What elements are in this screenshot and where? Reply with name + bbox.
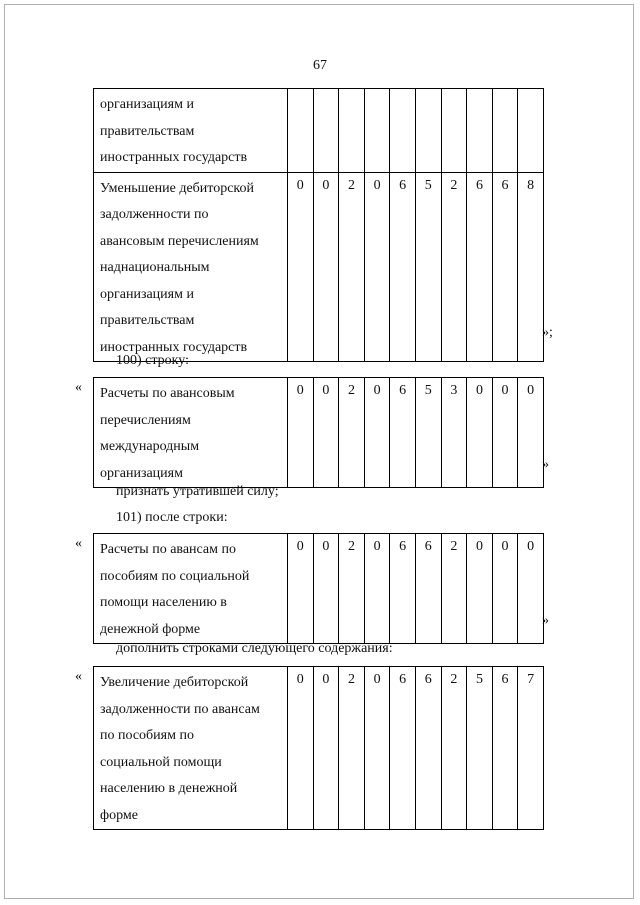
code-table: [93, 666, 544, 830]
code-digit: 6: [467, 172, 493, 362]
row-label: [94, 89, 288, 173]
label-line: организациям и: [100, 97, 194, 112]
close-quote: »;: [542, 325, 553, 340]
code-digit: [441, 89, 467, 173]
code-digit: 6: [390, 667, 416, 830]
code-digit: 2: [441, 172, 467, 362]
code-digit: 6: [415, 534, 441, 644]
code-digit: 2: [441, 667, 467, 830]
code-digit: 0: [492, 534, 518, 644]
close-quote: »: [542, 457, 549, 472]
row-label: [94, 534, 288, 644]
code-digit: 2: [339, 534, 365, 644]
label-line: Расчеты по авансовым: [100, 386, 235, 401]
close-quote: »: [542, 613, 549, 628]
paragraph-item-101: 101) после строки:: [116, 510, 228, 525]
label-line: пособиям по социальной: [100, 568, 250, 584]
label-line: Увеличение дебиторской: [100, 675, 249, 690]
open-quote: «: [75, 536, 82, 551]
code-digit: 6: [492, 172, 518, 362]
code-digit: [364, 89, 390, 173]
label-line: иностранных государств: [100, 339, 248, 355]
label-line: социальной помощи: [100, 754, 222, 770]
row-label: [94, 172, 288, 362]
code-digit: 0: [288, 378, 314, 488]
code-digit: 0: [518, 534, 544, 644]
code-table: [93, 533, 544, 644]
open-quote: «: [75, 380, 82, 395]
table-row: [94, 534, 544, 644]
code-digit: [339, 89, 365, 173]
label-line: задолженности по: [100, 207, 209, 222]
code-digit: 2: [339, 378, 365, 488]
label-line: Уменьшение дебиторской: [100, 180, 255, 196]
row-label: [94, 667, 288, 830]
label-line: задолженности по авансам: [100, 701, 260, 717]
code-digit: [467, 89, 493, 173]
code-table: [93, 377, 544, 488]
code-digit: 0: [288, 667, 314, 830]
code-digit: 0: [364, 172, 390, 362]
code-digit: 2: [339, 172, 365, 362]
open-quote: «: [75, 669, 82, 684]
code-digit: 6: [390, 172, 416, 362]
code-digit: [288, 89, 314, 173]
code-digit: 6: [492, 667, 518, 830]
table-row: [94, 667, 544, 830]
label-line: перечислениям: [100, 412, 191, 428]
code-digit: 0: [492, 378, 518, 488]
label-line: денежной форме: [100, 621, 201, 637]
code-digit: 2: [339, 667, 365, 830]
code-digit: 0: [467, 378, 493, 488]
code-digit: 0: [313, 172, 339, 362]
code-digit: 0: [364, 667, 390, 830]
code-digit: 8: [518, 172, 544, 362]
table-row: [94, 172, 544, 362]
label-line: организациям: [100, 465, 183, 481]
label-line: правительствам: [100, 123, 195, 139]
label-line: помощи населению в: [100, 595, 227, 610]
code-digit: 0: [518, 378, 544, 488]
code-digit: [313, 89, 339, 173]
label-line: международным: [100, 439, 200, 454]
paragraph-recognize-invalid: признать утратившей силу;: [116, 484, 279, 499]
paragraph-add-rows: дополнить строками следующего содержания:: [116, 641, 393, 656]
code-digit: 0: [313, 667, 339, 830]
code-digit: 6: [390, 534, 416, 644]
label-line: Расчеты по авансам по: [100, 542, 237, 557]
code-digit: 5: [467, 667, 493, 830]
code-digit: 6: [415, 667, 441, 830]
label-line: форме: [100, 807, 138, 823]
table-row: [94, 378, 544, 488]
code-digit: [390, 89, 416, 173]
label-line: авансовым перечислениям: [100, 233, 259, 249]
code-digit: 0: [313, 534, 339, 644]
label-line: иностранных государств: [100, 150, 248, 165]
label-line: организациям и: [100, 286, 194, 302]
label-line: наднациональным: [100, 260, 210, 275]
code-digit: 5: [415, 172, 441, 362]
code-digit: 6: [390, 378, 416, 488]
code-digit: 0: [288, 172, 314, 362]
page-number: 67: [313, 58, 327, 73]
code-digit: [492, 89, 518, 173]
label-line: по пособиям по: [100, 728, 194, 743]
code-digit: 0: [364, 534, 390, 644]
code-digit: 5: [415, 378, 441, 488]
code-digit: 3: [441, 378, 467, 488]
code-digit: [415, 89, 441, 173]
code-digit: [518, 89, 544, 173]
label-line: правительствам: [100, 313, 195, 328]
code-digit: 0: [288, 534, 314, 644]
code-digit: 0: [364, 378, 390, 488]
code-digit: 0: [467, 534, 493, 644]
code-table: [93, 88, 544, 362]
table-row: [94, 89, 544, 173]
label-line: населению в денежной: [100, 781, 238, 796]
code-digit: 2: [441, 534, 467, 644]
code-digit: 7: [518, 667, 544, 830]
code-digit: 0: [313, 378, 339, 488]
paragraph-item-100: 100) строку:: [116, 353, 189, 368]
row-label: [94, 378, 288, 488]
